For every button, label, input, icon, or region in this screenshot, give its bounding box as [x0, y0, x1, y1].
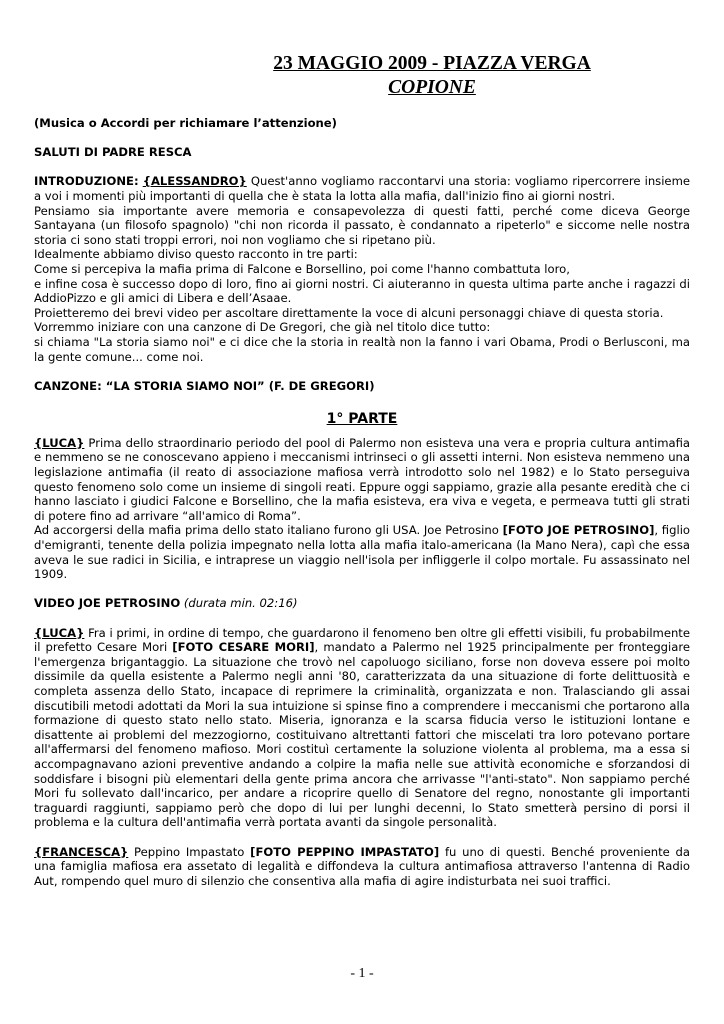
- intro-line: e infine cosa è successo dopo di loro, fino ai giorni nostri. Ci aiuteranno in questa ultima parte anche i ragazzi di AddioPizzo e gli amici di Libera e dell’Asaae.: [34, 276, 690, 306]
- page-number: - 1 -: [350, 966, 374, 981]
- intro-line: Proietteremo dei brevi video per ascoltare direttamente la voce di alcuni personaggi chiave di questa storia.: [34, 305, 664, 320]
- intro-note: (Musica o Accordi per richiamare l’attenzione): [34, 116, 337, 130]
- photo-cue-mori: [FOTO CESARE MORI]: [172, 640, 315, 655]
- francesca-paragraph: [34, 845, 690, 889]
- canzone-heading: CANZONE: “LA STORIA SIAMO NOI” (F. DE GREGORI): [34, 378, 375, 393]
- video-duration: (durata min. 02:16): [183, 596, 298, 611]
- photo-cue-petrosino: [FOTO JOE PETROSINO]: [502, 523, 655, 538]
- video-label: VIDEO JOE PETROSINO: [34, 596, 181, 611]
- document-page: [34, 52, 690, 888]
- luca-text: Fra i primi, in ordine di tempo, che guardarono il fenomeno ben oltre gli effetti visibili, fu probabilmente il prefetto Cesare Mori: [34, 625, 690, 655]
- luca-paragraph-3: [34, 626, 690, 830]
- document-title: 23 MAGGIO 2009 - PIAZZA VERGA: [273, 53, 591, 74]
- photo-cue-impastato: [FOTO PEPPINO IMPASTATO]: [250, 844, 440, 859]
- intro-line: Idealmente abbiamo diviso questo racconto in tre parti:: [34, 247, 358, 262]
- intro-line: Pensiamo sia importante avere memoria e consapevolezza di questi fatti, perché come diceva George Santayana (un filosofo spagnolo) "chi non ricorda il passato, è condannato a ripeterlo" e siccome nelle nostra storia ci sono stati troppi errori, noi non vogliamo che si ripetano più.: [34, 203, 690, 247]
- intro-line: Come si percepiva la mafia prima di Falcone e Borsellino, poi come l'hanno combattuta loro,: [34, 261, 570, 276]
- luca-text: , figlio d'emigranti, tenente della polizia impegnato nella lotta alla mafia italo-americana (la Mano Nera), capì che essa aveva le sue radici in Sicilia, e intraprese un viaggio nell'isola per infliggerle il colpo mortale. Fu assassinato nel 1909.: [34, 523, 691, 582]
- luca-paragraph-2: [34, 523, 690, 581]
- luca-paragraph-1: [34, 436, 690, 524]
- intro-line: Vorremmo iniziare con una canzone di De Gregori, che già nel titolo dice tutto:: [34, 320, 491, 335]
- introduzione-paragraph: [34, 174, 690, 203]
- intro-line: si chiama "La storia siamo noi" e ci dice che la storia in realtà non la fanno i vari Obama, Prodi o Berlusconi, ma la gente comune... come noi.: [34, 334, 690, 364]
- video-cue: [34, 596, 690, 611]
- introduzione-label: INTRODUZIONE:: [34, 174, 139, 189]
- francesca-text: fu uno di questi. Benché proveniente da una famiglia mafiosa era assetato di legalità e diffondeva la cultura antimafiosa attraverso l'antenna di Radio Aut, rompendo quel muro di silenzio che consentiva alla mafia di agire indisturbata nei suoi traffici.: [34, 844, 690, 888]
- speaker-alessandro: {ALESSANDRO}: [142, 174, 247, 189]
- luca-text: , mandato a Palermo nel 1925 principalmente per fronteggiare l'emergenza brigantaggio. La situazione che trovò nel capoluogo siciliano, forse non doveva essere poi molto dissimile da quella esistente a Palermo negli anni '80, caratterizzata da una situazione di forte delittuosità e completa assenza dello Stato, incapace di reprimere la criminalità, organizzata e non. Tralasciando gli assai discutibili metodi adottati da Mori la sua intuizione si spinse fino a comprendere i meccanismi che portarono alla formazione di questo stato nello stato. Miseria, ignoranza e la scarsa fiducia verso le istituzioni lontane e disattente ai problemi del mezzogiorno, costituivano altrettanti fattori che miscelati tra loro potevano portare all'affermarsi del fenomeno mafioso. Mori costituì certamente la soluzione violenta al problema, ma a essa si accompagnavano azioni preventive andando a colpire la mafia nelle sue attività economiche e sforzandosi di soddisfare i bisogni più elementari della gente prima ancora che arrivasse "l'anti-stato". Non sappiamo perché Mori fu sollevato dall'incarico, per andare a ricoprire quello di Senatore del regno, nonostante gli importanti traguardi raggiunti, sappiamo però che dopo di lui per lunghi decenni, lo Stato smetterà persino di porsi il problema e la cultura dell'antimafia verrà portata avanti da singole personalità.: [34, 640, 691, 830]
- francesca-text: Peppino Impastato: [134, 844, 245, 859]
- luca-text: Ad accorgersi della mafia prima dello stato italiano furono gli USA. Joe Petrosino: [34, 523, 499, 538]
- intro-line: Quest'anno vogliamo raccontarvi una storia: vogliamo ripercorrere insieme a voi i momenti più importanti di quella che è stata la lotta alla mafia, dall'inizio fino ai giorni nostri.: [34, 174, 690, 203]
- document-subtitle: COPIONE: [388, 77, 476, 98]
- luca-text: Prima dello straordinario periodo del pool di Palermo non esisteva una vera e propria cultura antimafia e nemmeno se ne conoscevano appieno i meccanismi intrinseci o gli assetti interni. Non esisteva nemmeno una legislazione antimafia (il reato di associazione mafiosa verrà introdotto solo nel 1982) e lo Stato perseguiva questo fenomeno solo come un insieme di singoli reati. Eppure oggi sappiamo, grazie alla pesante eredità che ci hanno lasciato i giudici Falcone e Borsellino, che la mafia esisteva, era viva e vegeta, e permeava tutti gli strati di potere fino ad arrivare “all'amico di Roma”.: [34, 435, 690, 523]
- speaker-luca: {LUCA}: [34, 625, 85, 640]
- speaker-francesca: {FRANCESCA}: [34, 844, 129, 859]
- saluti-heading: SALUTI DI PADRE RESCA: [34, 145, 192, 160]
- part-title: 1° PARTE: [326, 410, 398, 427]
- speaker-luca: {LUCA}: [34, 435, 85, 450]
